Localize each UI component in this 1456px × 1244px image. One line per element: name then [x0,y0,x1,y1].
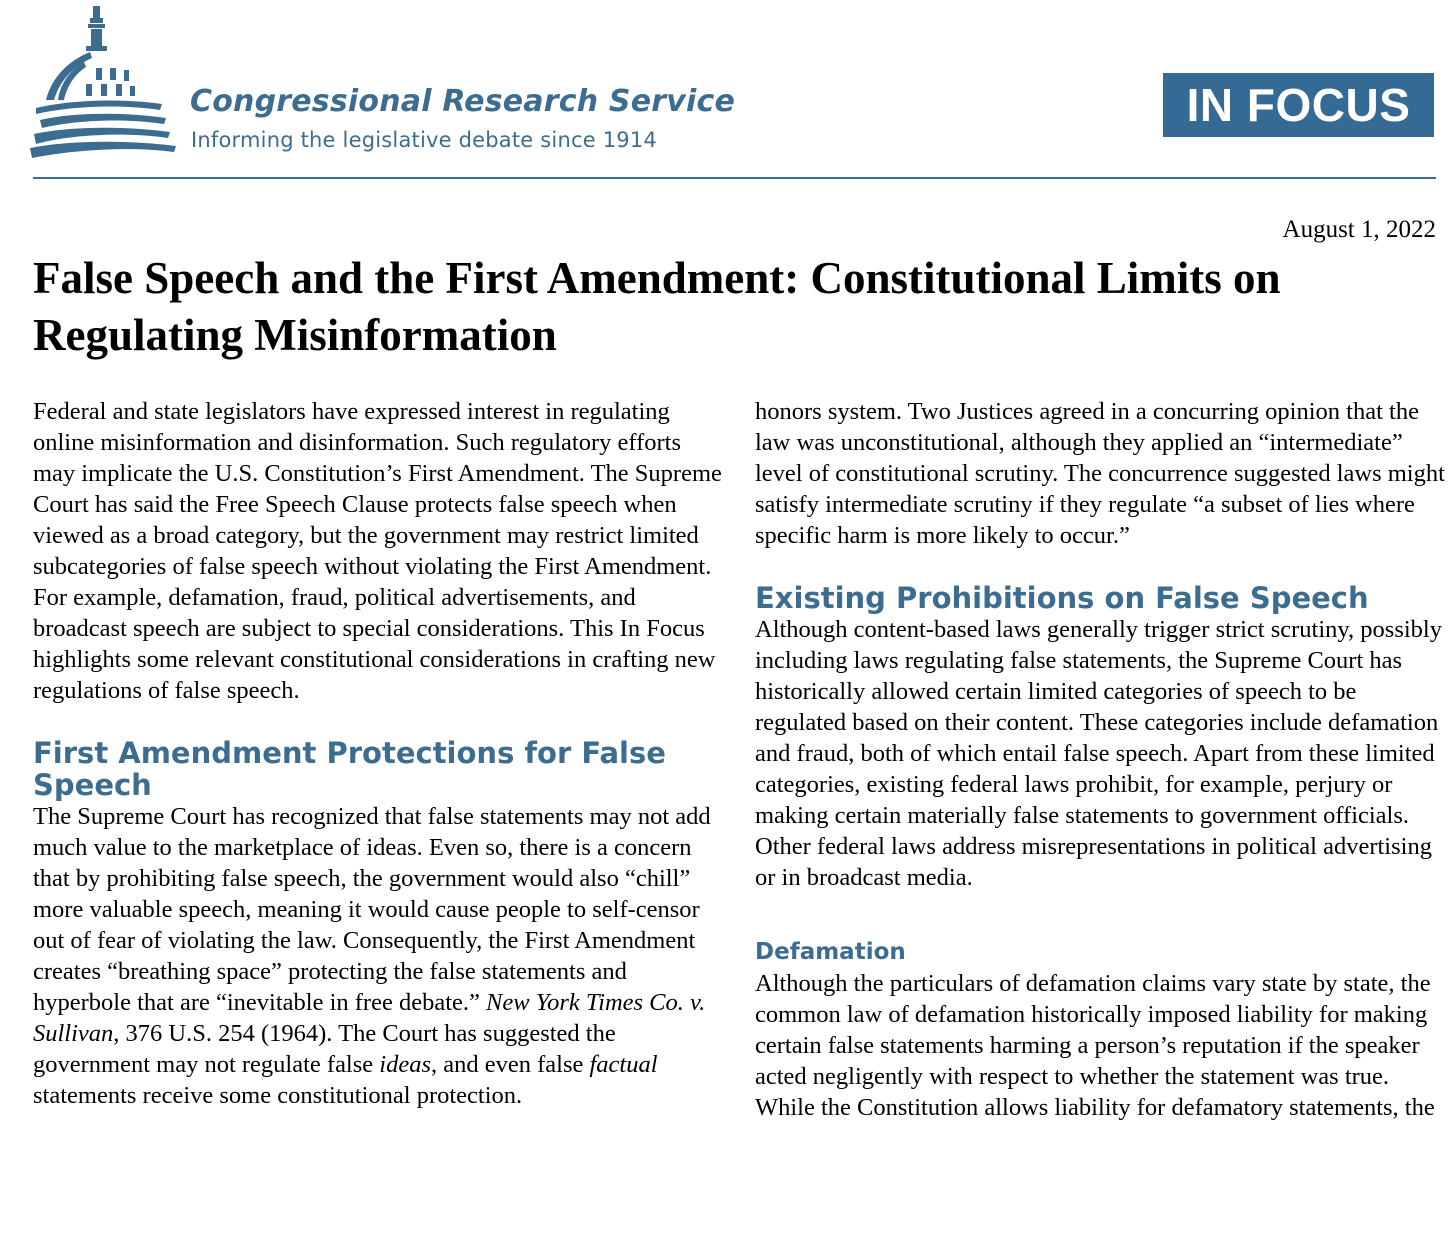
mid-text: , and even false [431,1051,590,1078]
header-divider [33,177,1436,179]
case-citation: , 376 U.S. 254 (1964). The Court has suggested the government may not regulate false [33,1020,616,1078]
right-column [755,396,1445,1123]
section-heading-prohibitions: Existing Prohibitions on False Speech [755,581,1369,615]
subheading-defamation: Defamation [755,939,906,965]
capitol-dome-icon [30,4,180,160]
continued-paragraph: honors system. Two Justices agreed in a concurring opinion that the law was unconstitutional, although they applied an “intermediate” level of constitutional scrutiny. The concurrence suggested laws might satisfy intermediate scrutiny if they regulate “a subset of lies where specific harm is more likely to occur.” [755,398,1445,549]
case-name: New York Times Co. v. Sullivan [33,989,706,1047]
brand-name: Congressional Research Service [190,84,736,119]
document-title: False Speech and the First Amendment: Constitutional Limits on Regulating Misinformation [33,253,1281,360]
section-heading-protections: First Amendment Protections for False Speech [33,736,666,802]
protections-paragraph [33,801,723,1111]
protections-text: The Supreme Court has recognized that false statements may not add much value to the marketplace of ideas. Even so, there is a concern that by prohibiting false speech, the government would also “chill” more valuable speech, meaning it would cause people to self-censor out of fear of violating the law. Consequently, the First Amendment creates “breathing space” protecting the false statements and hyperbole that are “inevitable in free debate.” [33,803,711,1016]
brand-tagline: Informing the legislative debate since 1914 [191,128,657,152]
end-text: statements receive some constitutional protection. [33,1082,523,1109]
intro-paragraph: Federal and state legislators have expressed interest in regulating online misinformation and disinformation. Such regulatory efforts may implicate the U.S. Constitution’s First Amendment. The Supreme Court has said the Free Speech Clause protects false speech when viewed as a broad category, but the government may restrict limited subcategories of false speech without violating the First Amendment. For example, defamation, fraud, political advertisements, and broadcast speech are subject to special considerations. This In Focus highlights some relevant constitutional considerations in crafting new regulations of false speech. [33,398,722,704]
factual-emphasis: factual [589,1051,658,1078]
ideas-emphasis: ideas [379,1051,431,1078]
document-header [0,0,1456,190]
defamation-paragraph: Although the particulars of defamation claims vary state by state, the common law of defamation historically imposed liability for making certain false statements harming a person’s reputation if the speaker acted negligently with respect to whether the statement was true. While the Constitution allows liability for defamatory statements, the [755,970,1435,1121]
left-column [33,396,723,1111]
publication-date: August 1, 2022 [1282,216,1436,243]
in-focus-badge: IN FOCUS [1163,73,1434,137]
prohibitions-paragraph: Although content-based laws generally trigger strict scrutiny, possibly including laws regulating false statements, the Supreme Court has historically allowed certain limited categories of speech to be regulated based on their content. These categories include defamation and fraud, both of which entail false speech. Apart from these limited categories, existing federal laws prohibit, for example, perjury or making certain materially false statements to government officials. Other federal laws address misrepresentations in political advertising or in broadcast media. [755,616,1442,891]
